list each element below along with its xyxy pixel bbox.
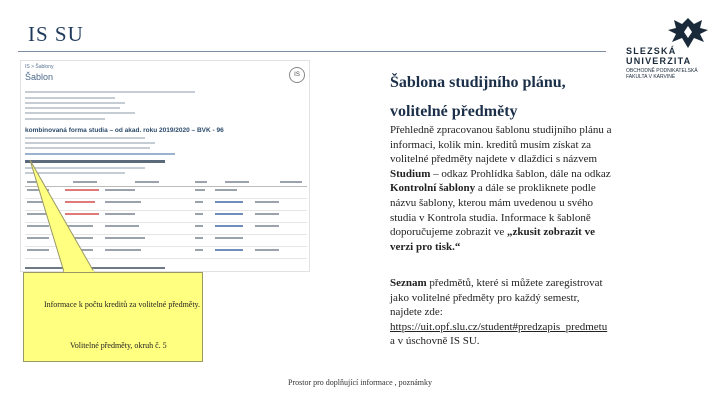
callout-caption: Volitelné předměty, okruh č. 5 — [70, 341, 167, 350]
callout-text: Informace k počtu kreditů za volitelné předměty. — [43, 300, 201, 309]
screenshot-table-row — [25, 187, 307, 199]
screenshot-text-line — [25, 172, 125, 174]
course-list-instructions — [390, 276, 612, 349]
screenshot-table-row — [25, 247, 307, 259]
template-instructions — [390, 123, 612, 254]
logo-faculty-name: OBCHODNĚ PODNIKATELSKÁ FAKULTA V KARVINÉ — [626, 68, 698, 80]
screenshot-link-line — [25, 153, 175, 155]
screenshot-table-row — [25, 199, 307, 211]
para2-bold-seznam: Seznam — [390, 277, 427, 289]
para1-bold-studium: Studium — [390, 167, 431, 180]
slide-heading — [390, 68, 650, 126]
para1-text: a dále se prokliknete podle názvu šablony, kterou mám uvedenou u svého studia v Kontrola studia. Informace k šabloně doporučujeme zobrazit ve — [390, 182, 596, 239]
slide-heading-line2: volitelné předměty — [390, 103, 518, 120]
screenshot-text-line — [25, 137, 145, 139]
screenshot-text-line — [25, 107, 120, 109]
preregistration-link[interactable]: https://uit.opf.slu.cz/student#predzapis_predmetu — [390, 320, 608, 333]
para1-text: Přehledně zpracovanou šablonu studijního plánu a informaci, kolik min. kreditů musím získat za volitelné předměty najdete v dlaždici s názvem — [390, 124, 612, 166]
screenshot-text-line — [25, 91, 195, 93]
eagle-emblem-icon — [666, 16, 710, 50]
footer-note: Prostor pro doplňující informace , poznámky — [288, 378, 432, 387]
screenshot-text-line — [25, 118, 105, 120]
para2-text: předmětů, které si můžete zaregistrovat jako volitelné předměty pro každý semestr, najdete zde: — [390, 277, 603, 319]
template-screenshot — [20, 60, 310, 272]
screenshot-footer-line — [25, 267, 165, 269]
slide-heading-line1: Šablona studijního plánu, — [390, 74, 566, 91]
screenshot-text-line — [25, 147, 150, 149]
screenshot-page-title: Šablon — [25, 72, 54, 82]
screenshot-seal-icon: IS — [289, 67, 305, 83]
screenshot-text-line — [25, 102, 125, 104]
para2-text: a v úschovně IS SU. — [390, 335, 480, 348]
screenshot-text-line — [25, 167, 145, 169]
para1-text: – odkaz Prohlídka šablon, dále na odkaz — [430, 167, 611, 180]
para1-bold-print-version: „zkusit zobrazit ve verzi pro tisk.“ — [390, 226, 595, 253]
title-divider — [18, 51, 606, 52]
screenshot-text-line — [25, 142, 155, 144]
screenshot-table-header — [25, 179, 307, 187]
screenshot-breadcrumb: IS > Šablony — [25, 64, 54, 70]
screenshot-section-title: kombinovaná forma studia – od akad. roku 2019/2020 – BVK - 96 — [25, 127, 224, 134]
logo-name-line1: SLEZSKÁ — [626, 46, 677, 56]
logo-name-line2: UNIVERZITA — [626, 56, 692, 66]
screenshot-table-row — [25, 211, 307, 223]
screenshot-table-row — [25, 235, 307, 247]
screenshot-table — [25, 179, 307, 259]
screenshot-subheading-line — [25, 160, 165, 163]
slide-title: IS SU — [28, 22, 84, 46]
screenshot-text-line — [25, 112, 135, 114]
para1-bold-kontrolni-sablony: Kontrolní šablony — [390, 182, 476, 195]
screenshot-text-line — [25, 97, 115, 99]
logo-university-name — [626, 46, 691, 66]
screenshot-table-row — [25, 223, 307, 235]
